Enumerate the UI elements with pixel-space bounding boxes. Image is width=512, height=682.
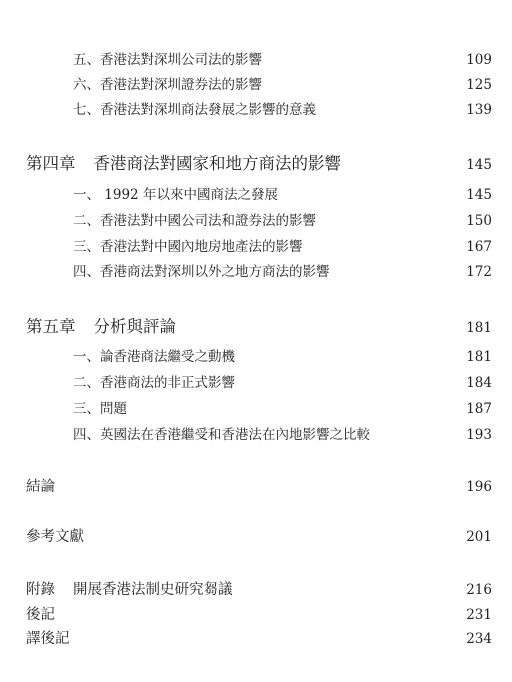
- toc-entry-3-5: [73, 48, 492, 68]
- toc-entry-title: 二、香港商法的非正式影響: [73, 375, 235, 391]
- toc-entry-5-2: [73, 371, 492, 391]
- toc-chapter-4: [26, 150, 492, 174]
- toc-entry-page: 184: [466, 375, 492, 391]
- toc-entry-5-1: [73, 345, 492, 365]
- toc-entry-4-2: [73, 209, 492, 229]
- toc-entry-4-4: [73, 260, 492, 280]
- toc-postscript: [26, 603, 492, 624]
- chapter-label: 第四章: [26, 154, 76, 173]
- chapter-title: 分析與評論: [93, 317, 176, 336]
- appendix-title: 開展香港法制史研究芻議: [73, 582, 233, 598]
- toc-translator-note: [26, 627, 492, 648]
- toc-entry-title: 二、香港法對中國公司法和證券法的影響: [73, 213, 316, 229]
- toc-entry-title: 五、香港法對深圳公司法的影響: [73, 52, 262, 68]
- toc-references: [26, 525, 492, 546]
- toc-entry-5-4: [73, 423, 492, 443]
- toc-entry-title: 三、香港法對中國內地房地產法的影響: [73, 239, 303, 255]
- toc-entry-4-1: [73, 183, 492, 203]
- toc-entry-4-3: [73, 235, 492, 255]
- toc-entry-title: 參考文獻: [26, 529, 84, 545]
- toc-entry-title: 一、論香港商法繼受之動機: [73, 349, 235, 365]
- toc-entry-page: 139: [466, 102, 492, 118]
- appendix-label: 附錄: [26, 582, 55, 598]
- toc-entry-page: 181: [466, 320, 492, 336]
- toc-entry-title: 譯後記: [26, 631, 70, 647]
- chapter-title: 香港商法對國家和地方商法的影響: [93, 154, 341, 173]
- toc-entry-title: 七、香港法對深圳商法發展之影響的意義: [73, 102, 316, 118]
- toc-appendix: [26, 578, 492, 599]
- toc-entry-title: 四、英國法在香港繼受和香港法在內地影響之比較: [73, 427, 370, 443]
- toc-entry-page: 201: [466, 529, 492, 545]
- chapter-label: 第五章: [26, 317, 76, 336]
- toc-entry-page: 181: [466, 349, 492, 365]
- toc-entry-page: 125: [466, 77, 492, 93]
- toc-entry-3-7: [73, 98, 492, 118]
- toc-entry-page: 216: [466, 582, 492, 598]
- toc-entry-5-3: [73, 397, 492, 417]
- toc-entry-page: 231: [466, 607, 492, 623]
- toc-entry-title: 六、香港法對深圳證券法的影響: [73, 77, 262, 93]
- toc-conclusion: [26, 475, 492, 496]
- toc-entry-page: 172: [466, 264, 492, 280]
- toc-entry-page: 193: [466, 427, 492, 443]
- toc-entry-page: 196: [466, 479, 492, 495]
- toc-entry-page: 109: [466, 52, 492, 68]
- toc-entry-page: 167: [466, 239, 492, 255]
- toc-entry-title: 後記: [26, 607, 55, 623]
- toc-chapter-5: [26, 313, 492, 337]
- toc-entry-title: 一、 1992 年以來中國商法之發展: [73, 187, 278, 203]
- toc-entry-title: 結論: [26, 479, 55, 495]
- toc-entry-page: 187: [466, 401, 492, 417]
- toc-entry-page: 145: [466, 157, 492, 173]
- toc-entry-3-6: [73, 73, 492, 93]
- toc-entry-page: 234: [466, 631, 492, 647]
- toc-entry-page: 145: [466, 187, 492, 203]
- toc-entry-title: 三、問題: [73, 401, 127, 417]
- toc-entry-title: 四、香港商法對深圳以外之地方商法的影響: [73, 264, 330, 280]
- toc-entry-page: 150: [466, 213, 492, 229]
